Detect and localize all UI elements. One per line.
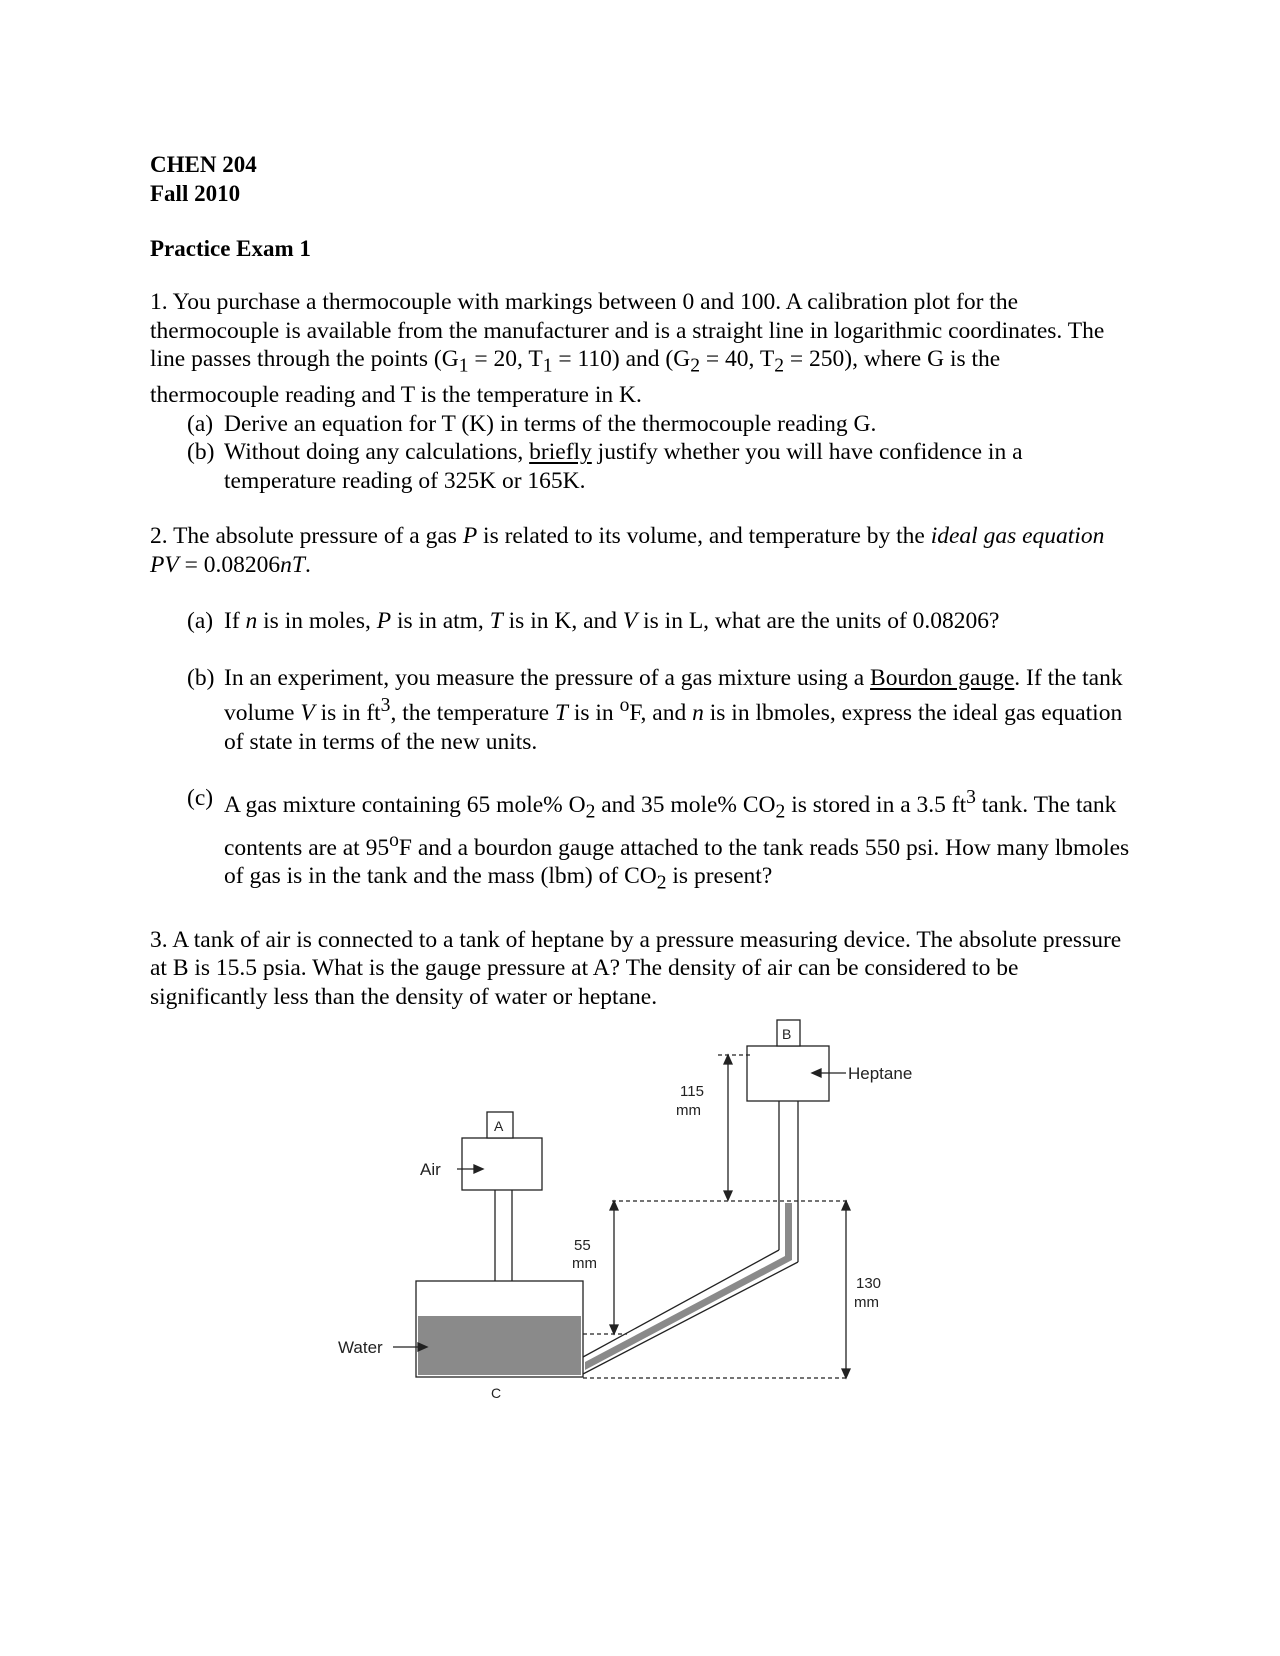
- page-title: Practice Exam 1: [150, 236, 311, 261]
- question-2a: (a) If n is in moles, P is in atm, T is in K, and V is in L, what are the units of 0.08206?: [187, 608, 1000, 635]
- diag-tube-upper: [583, 1250, 779, 1357]
- question-2: 2. The absolute pressure of a gas P is related to its volume, and temperature by the ideal gas equation PV = 0.08206nT.: [150, 523, 1105, 578]
- air-tank: [462, 1138, 542, 1190]
- label-air: Air: [420, 1160, 441, 1179]
- dim-130-unit: mm: [854, 1294, 879, 1311]
- label-heptane: Heptane: [848, 1064, 913, 1083]
- dim-130-value: 130: [856, 1275, 882, 1292]
- arrow-130-top: [842, 1201, 850, 1210]
- diag-tube-lower: [583, 1262, 798, 1374]
- term: Fall 2010: [150, 181, 241, 206]
- dim-115-value: 115: [680, 1083, 704, 1100]
- label-a: A: [494, 1118, 504, 1134]
- label-water: Water: [338, 1338, 383, 1357]
- arrow-115-bottom: [724, 1191, 732, 1200]
- label-c: C: [491, 1385, 502, 1401]
- dim-115-unit: mm: [676, 1102, 701, 1119]
- water-column: [585, 1203, 792, 1370]
- arrow-55-bottom: [610, 1325, 618, 1334]
- arrow-130-bottom: [842, 1369, 850, 1378]
- question-1b: (b) Without doing any calculations, briefly justify whether you will have confidence in a temperature reading of 325K or 165K.: [187, 439, 1023, 494]
- course-code: CHEN 204: [150, 152, 257, 177]
- question-2b: (b) In an experiment, you measure the pressure of a gas mixture using a Bourdon gauge. If the tank volume V is in $ft^3$, the temperature T is in $^o$F, and n is in lbmoles, express the ideal gas equation of state in terms of the new units.: [187, 664, 1123, 755]
- question-1a: (a) Derive an equation for T (K) in terms of the thermocouple reading G.: [187, 410, 877, 437]
- water-fill: [418, 1316, 581, 1375]
- label-b: B: [782, 1026, 792, 1042]
- question-3: 3. A tank of air is connected to a tank of heptane by a pressure measuring device. The absolute pressure at B is 15.5 psia. What is the gauge pressure at A? The density of air can be considered to be significantly less than the density of water or heptane.: [150, 926, 1122, 1010]
- question-2c: (c) A gas mixture containing 65 mole% $O_2$ and 35 mole% $CO_2$ is stored in a 3.5 $ft^3$ tank. The tank contents are at 95$^o$F and a bourdon gauge attached to the tank reads 550 psi. How many lbmoles of gas is in the tank and the mass (lbm) of $CO_2$ is present?: [187, 785, 1130, 895]
- arrow-115-top: [724, 1055, 732, 1064]
- dim-55-value: 55: [574, 1237, 591, 1254]
- dim-55-unit: mm: [572, 1255, 597, 1272]
- arrow-55-top: [610, 1201, 618, 1210]
- question-1: 1. You purchase a thermocouple with markings between 0 and 100. A calibration plot for the thermocouple is available from the manufacturer and is a straight line in logarithmic coordinates. The line passes through the points ($G_1 = 20$, $T_1 = 110$) and ($G_2 = 40$, $T_2 = 250$), where G is the thermocouple reading and T is the temperature in K.: [150, 289, 1105, 409]
